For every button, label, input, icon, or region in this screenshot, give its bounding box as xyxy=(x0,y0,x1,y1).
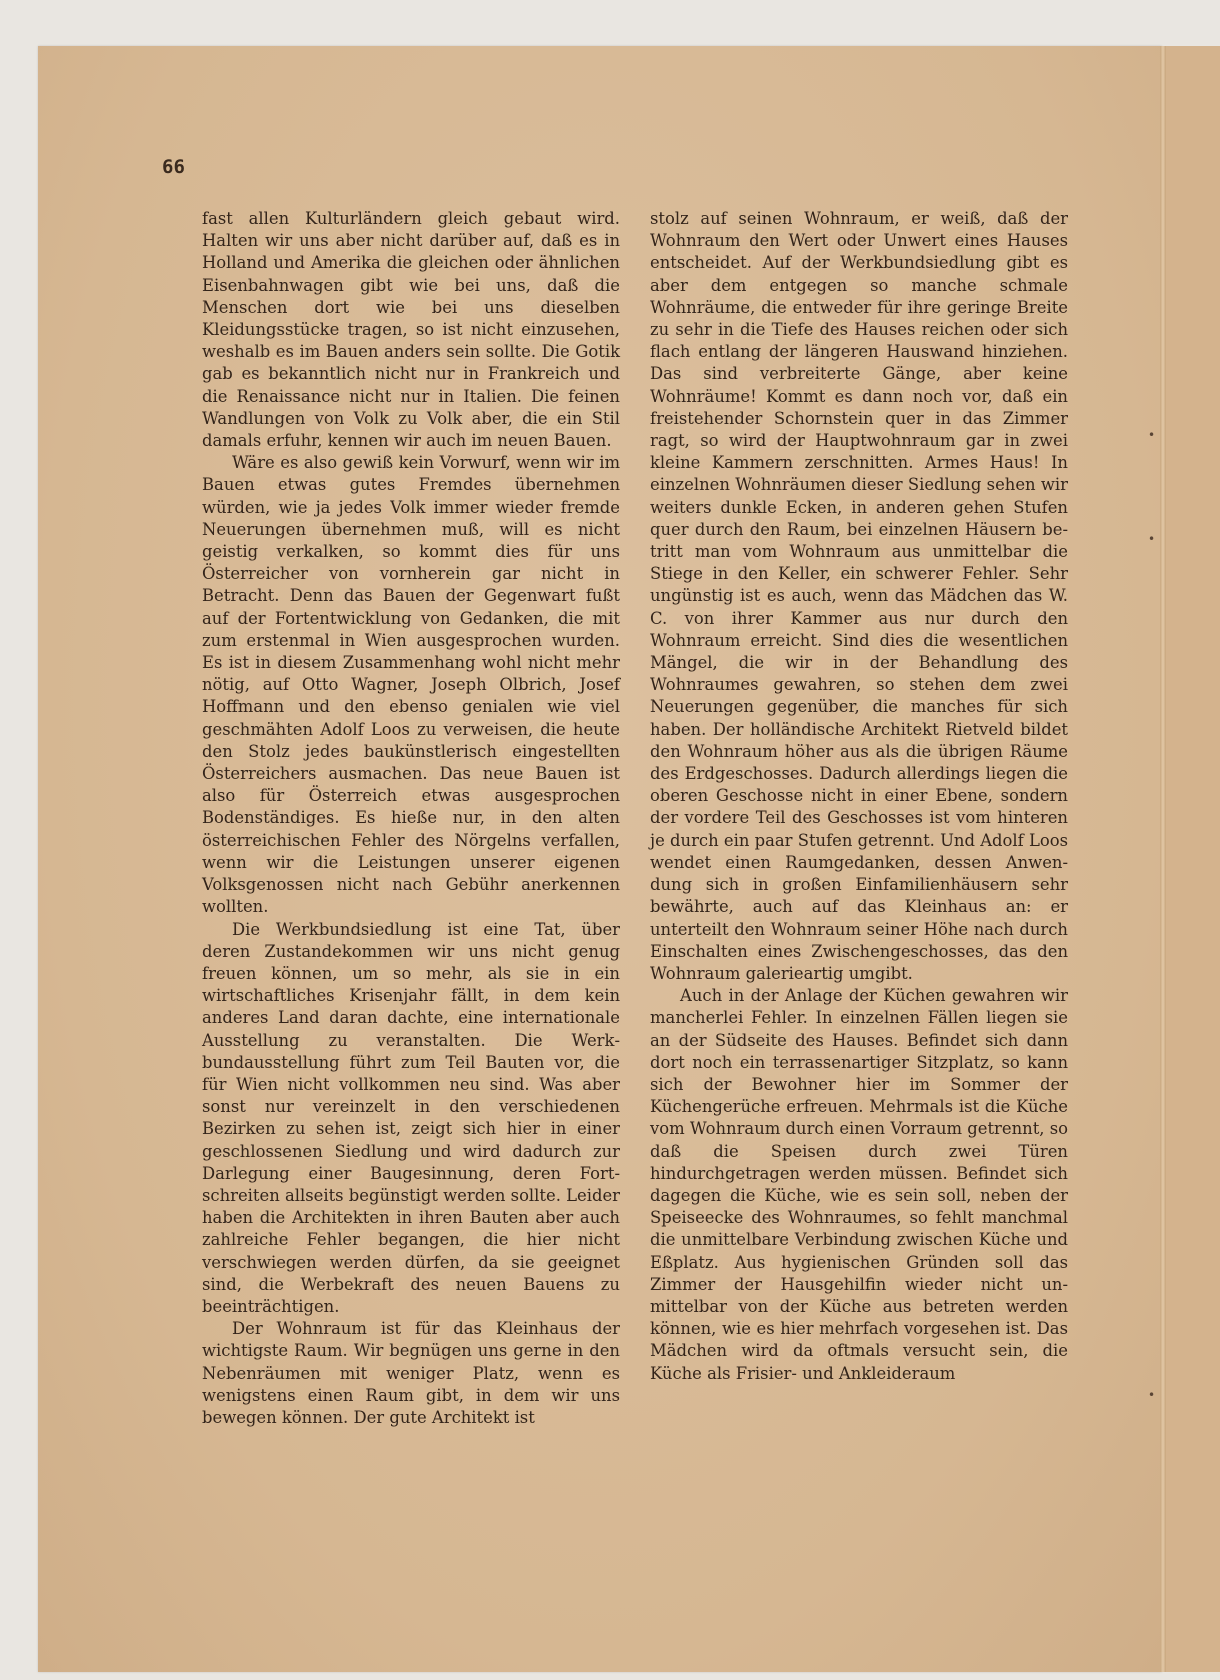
page-number: 66 xyxy=(162,156,185,178)
paragraph: Auch in der Anlage der Küchen gewahren wir mancherlei Fehler. In einzelnen Fällen liegen sie an der Südseite des Hauses. Befindet sich dann dort noch ein terrassenartiger Sitzplatz, so kann sich der Bewohner hier im Sommer der Küchengerüche erfreuen. Mehrmals ist die Küche vom Wohnraum durch einen Vorraum getrennt, so daß die Speisen durch zwei Türen hindurchgetragen werden müssen. Befindet sich dagegen die Küche, wie es sein soll, neben der Speiseecke des Wohnraumes, so fehlt manchmal die unmittelbare Verbindung zwischen Küche und Eßplatz. Aus hygienischen Gründen soll das Zimmer der Hausgehilfin wieder nicht unmittelbar von der Küche aus betreten werden können, wie es hier mehrfach vorgesehen ist. Das Mädchen wird da oftmals versucht sein, die Küche als Frisier- und Ankleideraum xyxy=(650,986,1068,1383)
paragraph: stolz auf seinen Wohnraum, er weiß, daß der Wohnraum den Wert oder Unwert eines Hauses entscheidet. Auf der Werkbundsiedlung gibt es aber dem entgegen so manche schmale Wohnräume, die entweder für ihre geringe Breite zu sehr in die Tiefe des Hauses reichen oder sich flach entlang der längeren Hauswand hinziehen. Das sind verbreiterte Gänge, aber keine Wohnräume! Kommt es dann noch vor, daß ein freistehender Schornstein quer in das Zimmer ragt, so wird der Hauptwohnraum gar in zwei kleine Kammern zerschnitten. Armes Haus! In einzelnen Wohnräumen dieser Siedlung sehen wir weiters dunkle Ecken, in anderen gehen Stufen quer durch den Raum, bei einzelnen Häusern betritt man vom Wohnraum aus unmittelbar die Stiege in den Keller, ein schwerer Fehler. Sehr ungünstig ist es auch, wenn das Mädchen das W. C. von ihrer Kammer aus nur durch den Wohnraum erreicht. Sind dies die wesentlichen Mängel, die wir in der Behandlung des Wohnraumes gewahren, so stehen dem zwei Neuerungen gegenüber, die manches für sich haben. Der holländische Architekt Rietveld bildet den Wohnraum höher aus als die übrigen Räume des Erdgeschosses. Dadurch allerdings liegen die oberen Geschosse nicht in einer Ebene, sondern der vordere Teil des Geschosses ist vom hinteren je durch ein paar Stufen getrennt. Und Adolf Loos wendet einen Raumgedanken, dessen Anwendung sich in großen Einfamilienhäusern sehr bewährte, auch auf das Kleinhaus an: er unterteilt den Wohnraum seiner Höhe nach durch Einschalten eines Zwischengeschosses, das den Wohnraum galerieartig umgibt. xyxy=(650,209,1068,983)
paragraph: Der Wohnraum ist für das Kleinhaus der wichtigste Raum. Wir begnügen uns gerne in den Nebenräumen mit weniger Platz, wenn es wenigstens einen Raum gibt, in dem wir uns bewegen können. Der gute Architekt ist xyxy=(202,1319,620,1427)
binding-hole-mark: • xyxy=(1148,532,1156,546)
paragraph: Wäre es also gewiß kein Vorwurf, wenn wir im Bauen etwas gutes Fremdes übernehmen würden, wie ja jedes Volk immer wieder fremde Neuerungen übernehmen muß, will es nicht geistig verkalken, so kommt dies für uns Österreicher von vornherein gar nicht in Betracht. Denn das Bauen der Gegenwart fußt auf der Fortentwicklung von Gedanken, die mit zum erstenmal in Wien ausgesprochen wurden. Es ist in diesem Zusammenhang wohl nicht mehr nötig, auf Otto Wagner, Joseph Olbrich, Josef Hoffmann und den ebenso genialen wie viel geschmähten Adolf Loos zu verweisen, die heute den Stolz jedes baukünstlerisch eingestellten Österreichers ausmachen. Das neue Bauen ist also für Österreich etwas ausgesprochen Bodenständiges. Es hieße nur, in den alten österreichischen Fehler des Nörgelns verfallen, wenn wir die Leistungen unserer eigenen Volksgenossen nicht nach Gebühr anerkennen wollten. xyxy=(202,453,620,917)
paragraph: Die Werkbundsiedlung ist eine Tat, über deren Zustandekommen wir uns nicht genug freuen können, um so mehr, als sie in ein wirtschaftliches Krisenjahr fällt, in dem kein anderes Land daran dachte, eine internationale Ausstellung zu veranstalten. Die Werkbundausstellung führt zum Teil Bauten vor, die für Wien nicht vollkommen neu sind. Was aber sonst nur vereinzelt in den verschiedenen Bezirken zu sehen ist, zeigt sich hier in einer geschlossenen Siedlung und wird dadurch zur Darlegung einer Baugesinnung, deren Fortschreiten allseits begünstigt werden sollte. Leider haben die Architekten in ihren Bauten aber auch zahlreiche Fehler begangen, die hier nicht verschwiegen werden dürfen, da sie geeignet sind, die Werbekraft des neuen Bauens zu beeinträchtigen. xyxy=(202,919,620,1316)
left-column xyxy=(202,208,620,1429)
paragraph: fast allen Kulturländern gleich gebaut wird. Halten wir uns aber nicht darüber auf, daß es in Holland und Amerika die gleichen oder ähnlichen Eisenbahnwagen gibt wie bei uns, daß die Menschen dort wie bei uns dieselben Kleidungsstücke tragen, so ist nicht einzusehen, weshalb es im Bauen anders sein sollte. Die Gotik gab es bekanntlich nicht nur in Frankreich und die Renaissance nicht nur in Italien. Die feinen Wandlungen von Volk zu Volk aber, die ein Stil damals erfuhr, kennen wir auch im neuen Bauen. xyxy=(202,209,620,451)
binding-hole-mark: • xyxy=(1148,428,1156,442)
next-page-edge xyxy=(1166,46,1220,1672)
binding-hole-mark: • xyxy=(1148,1388,1156,1402)
right-column xyxy=(650,208,1068,1385)
